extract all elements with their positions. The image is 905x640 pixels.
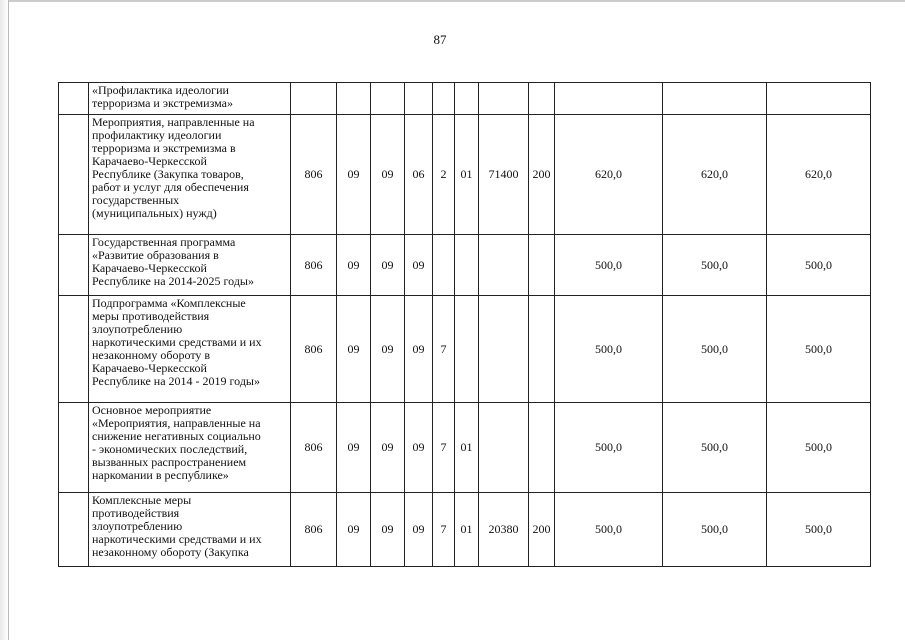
program-code-cell: 06 bbox=[405, 115, 433, 235]
section-code-cell: 09 bbox=[337, 115, 371, 235]
subprogram-code-cell bbox=[433, 83, 455, 115]
expense-type-code-cell: 200 bbox=[529, 493, 555, 567]
item-name-cell: Комплексные меры противодействия злоупотреблению наркотическими средствами и их незаконному обороту (Закупка bbox=[89, 493, 291, 567]
direction-code-cell: 20380 bbox=[479, 493, 529, 567]
program-code-cell bbox=[405, 83, 433, 115]
amount-year-1-cell: 500,0 bbox=[555, 235, 663, 296]
ministry-code-cell bbox=[291, 83, 337, 115]
amount-year-3-cell: 500,0 bbox=[767, 296, 871, 403]
section-code-cell: 09 bbox=[337, 493, 371, 567]
item-name-cell: Мероприятия, направленные на профилактику идеологии терроризма и экстремизма в Карачаево-Черкесской Республике (Закупка товаров, работ и услуг для обеспечения государственных (муниципальных) нужд) bbox=[89, 115, 291, 235]
item-name-cell: Государственная программа «Развитие образования в Карачаево-Черкесской Республике на 2014-2025 годы» bbox=[89, 235, 291, 296]
table-row bbox=[59, 235, 871, 296]
event-code-cell bbox=[455, 296, 479, 403]
row-index-cell bbox=[59, 83, 89, 115]
item-name-cell: Подпрограмма «Комплексные меры противодействия злоупотреблению наркотическими средствами и их незаконному обороту в Карачаево-Черкесской Республике на 2014 - 2019 годы» bbox=[89, 296, 291, 403]
subsection-code-cell: 09 bbox=[371, 296, 405, 403]
amount-year-3-cell: 500,0 bbox=[767, 403, 871, 493]
event-code-cell: 01 bbox=[455, 403, 479, 493]
section-code-cell: 09 bbox=[337, 296, 371, 403]
table-row bbox=[59, 115, 871, 235]
amount-year-1-cell: 500,0 bbox=[555, 296, 663, 403]
table-body bbox=[59, 83, 871, 567]
amount-year-1-cell bbox=[555, 83, 663, 115]
amount-year-1-cell: 500,0 bbox=[555, 493, 663, 567]
program-code-cell: 09 bbox=[405, 235, 433, 296]
row-index-cell bbox=[59, 296, 89, 403]
event-code-cell: 01 bbox=[455, 115, 479, 235]
ministry-code-cell: 806 bbox=[291, 235, 337, 296]
scan-edge-top bbox=[0, 0, 905, 2]
expense-type-code-cell bbox=[529, 296, 555, 403]
scan-edge-left bbox=[0, 0, 9, 640]
ministry-code-cell: 806 bbox=[291, 296, 337, 403]
row-index-cell bbox=[59, 403, 89, 493]
direction-code-cell bbox=[479, 403, 529, 493]
table-row bbox=[59, 296, 871, 403]
ministry-code-cell: 806 bbox=[291, 403, 337, 493]
table-row bbox=[59, 403, 871, 493]
section-code-cell: 09 bbox=[337, 235, 371, 296]
row-index-cell bbox=[59, 493, 89, 567]
subprogram-code-cell: 7 bbox=[433, 493, 455, 567]
section-code-cell: 09 bbox=[337, 403, 371, 493]
program-code-cell: 09 bbox=[405, 493, 433, 567]
subsection-code-cell: 09 bbox=[371, 493, 405, 567]
direction-code-cell bbox=[479, 83, 529, 115]
event-code-cell bbox=[455, 83, 479, 115]
amount-year-3-cell: 500,0 bbox=[767, 235, 871, 296]
program-code-cell: 09 bbox=[405, 403, 433, 493]
direction-code-cell: 71400 bbox=[479, 115, 529, 235]
amount-year-3-cell: 620,0 bbox=[767, 115, 871, 235]
amount-year-3-cell bbox=[767, 83, 871, 115]
budget-table bbox=[58, 82, 871, 567]
ministry-code-cell: 806 bbox=[291, 115, 337, 235]
subprogram-code-cell bbox=[433, 235, 455, 296]
amount-year-3-cell: 500,0 bbox=[767, 493, 871, 567]
item-name-cell: «Профилактика идеологии терроризма и экстремизма» bbox=[89, 83, 291, 115]
item-name-cell: Основное мероприятие «Мероприятия, направленные на снижение негативных социально - экономических последствий, вызванных распространением наркомании в республике» bbox=[89, 403, 291, 493]
table-row bbox=[59, 493, 871, 567]
direction-code-cell bbox=[479, 235, 529, 296]
expense-type-code-cell bbox=[529, 235, 555, 296]
direction-code-cell bbox=[479, 296, 529, 403]
subsection-code-cell: 09 bbox=[371, 403, 405, 493]
subsection-code-cell: 09 bbox=[371, 115, 405, 235]
expense-type-code-cell bbox=[529, 403, 555, 493]
subprogram-code-cell: 2 bbox=[433, 115, 455, 235]
row-index-cell bbox=[59, 115, 89, 235]
subsection-code-cell: 09 bbox=[371, 235, 405, 296]
amount-year-1-cell: 620,0 bbox=[555, 115, 663, 235]
subprogram-code-cell: 7 bbox=[433, 403, 455, 493]
amount-year-2-cell: 500,0 bbox=[663, 235, 767, 296]
amount-year-2-cell: 500,0 bbox=[663, 296, 767, 403]
expense-type-code-cell: 200 bbox=[529, 115, 555, 235]
event-code-cell bbox=[455, 235, 479, 296]
ministry-code-cell: 806 bbox=[291, 493, 337, 567]
subsection-code-cell bbox=[371, 83, 405, 115]
amount-year-1-cell: 500,0 bbox=[555, 403, 663, 493]
row-index-cell bbox=[59, 235, 89, 296]
amount-year-2-cell: 500,0 bbox=[663, 493, 767, 567]
amount-year-2-cell: 620,0 bbox=[663, 115, 767, 235]
amount-year-2-cell bbox=[663, 83, 767, 115]
table-row bbox=[59, 83, 871, 115]
amount-year-2-cell: 500,0 bbox=[663, 403, 767, 493]
expense-type-code-cell bbox=[529, 83, 555, 115]
section-code-cell bbox=[337, 83, 371, 115]
subprogram-code-cell: 7 bbox=[433, 296, 455, 403]
event-code-cell: 01 bbox=[455, 493, 479, 567]
page-number: 87 bbox=[433, 32, 447, 47]
program-code-cell: 09 bbox=[405, 296, 433, 403]
